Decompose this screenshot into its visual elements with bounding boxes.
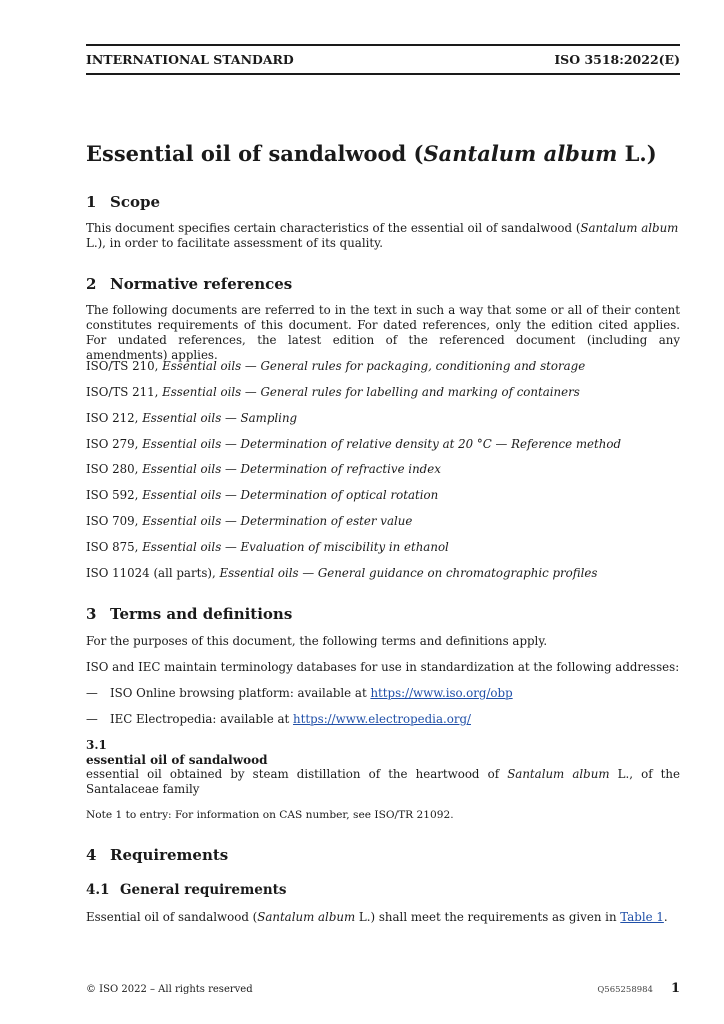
section-heading-normative-references: 2 Normative references bbox=[86, 275, 293, 293]
reference-item: ISO 212, Essential oils — Sampling bbox=[86, 411, 298, 425]
normative-intro-paragraph: The following documents are referred to in the text in such a way that some or all of their content constitutes requirements of this document. For dated references, only the edition cited applies. For undated references, the latest edition of the referenced document (including any amendments) applies. bbox=[86, 303, 680, 362]
page-number: 1 bbox=[670, 981, 680, 996]
page-header bbox=[86, 52, 680, 67]
list-item-iso-obp: — ISO Online browsing platform: available at https://www.iso.org/obp bbox=[86, 686, 513, 700]
document-title: Essential oil of sandalwood (Santalum album L.) bbox=[86, 141, 657, 166]
term-name: essential oil of sandalwood bbox=[86, 753, 268, 767]
term-number: 3.1 bbox=[86, 738, 107, 752]
section-heading-scope: 1 Scope bbox=[86, 193, 161, 211]
subsection-heading-general-requirements: 4.1 General requirements bbox=[86, 882, 287, 898]
page-footer bbox=[86, 981, 680, 996]
terms-intro-paragraph: For the purposes of this document, the following terms and definitions apply. bbox=[86, 634, 548, 648]
section-heading-terms-definitions: 3 Terms and definitions bbox=[86, 605, 293, 623]
reference-item: ISO 279, Essential oils — Determination of relative density at 20 °C — Reference method bbox=[86, 437, 622, 451]
header-bottom-rule bbox=[86, 73, 680, 75]
list-item-electropedia: — IEC Electropedia: available at https://www.electropedia.org/ bbox=[86, 712, 471, 726]
terminology-databases-paragraph: ISO and IEC maintain terminology databases for use in standardization at the following addresses: bbox=[86, 660, 680, 674]
reference-item: ISO 875, Essential oils — Evaluation of miscibility in ethanol bbox=[86, 540, 449, 554]
header-top-rule bbox=[86, 44, 680, 46]
title-species: Santalum album bbox=[423, 141, 618, 166]
table-1-link[interactable]: Table 1 bbox=[620, 910, 664, 924]
reference-item: ISO 280, Essential oils — Determination of refractive index bbox=[86, 462, 441, 476]
iso-obp-link[interactable]: https://www.iso.org/obp bbox=[370, 686, 513, 700]
section-heading-requirements: 4 Requirements bbox=[86, 846, 229, 864]
footer-copyright: © ISO 2022 – All rights reserved bbox=[86, 984, 253, 995]
reference-item: ISO/TS 210, Essential oils — General rules for packaging, conditioning and storage bbox=[86, 359, 586, 373]
term-definition: essential oil obtained by steam distillation of the heartwood of Santalum album L., of the Santalaceae family bbox=[86, 767, 681, 796]
reference-item: ISO/TS 211, Essential oils — General rules for labelling and marking of containers bbox=[86, 385, 580, 399]
reference-item: ISO 11024 (all parts), Essential oils — General guidance on chromatographic profiles bbox=[86, 566, 598, 580]
reference-item: ISO 592, Essential oils — Determination of optical rotation bbox=[86, 488, 439, 502]
header-standard-label: INTERNATIONAL STANDARD bbox=[86, 52, 294, 67]
general-requirements-paragraph: Essential oil of sandalwood (Santalum album L.) shall meet the requirements as given in Table 1. bbox=[86, 910, 668, 924]
note-to-entry: Note 1 to entry: For information on CAS number, see ISO/TR 21092. bbox=[86, 809, 454, 821]
header-document-number: ISO 3518:2022(E) bbox=[554, 52, 680, 67]
footer-license-code: Q565258984 bbox=[597, 985, 653, 995]
scope-paragraph: This document specifies certain characteristics of the essential oil of sandalwood (Santalum album L.), in order to facilitate assessment of its quality. bbox=[86, 221, 679, 250]
reference-item: ISO 709, Essential oils — Determination of ester value bbox=[86, 514, 413, 528]
electropedia-link[interactable]: https://www.electropedia.org/ bbox=[293, 712, 471, 726]
